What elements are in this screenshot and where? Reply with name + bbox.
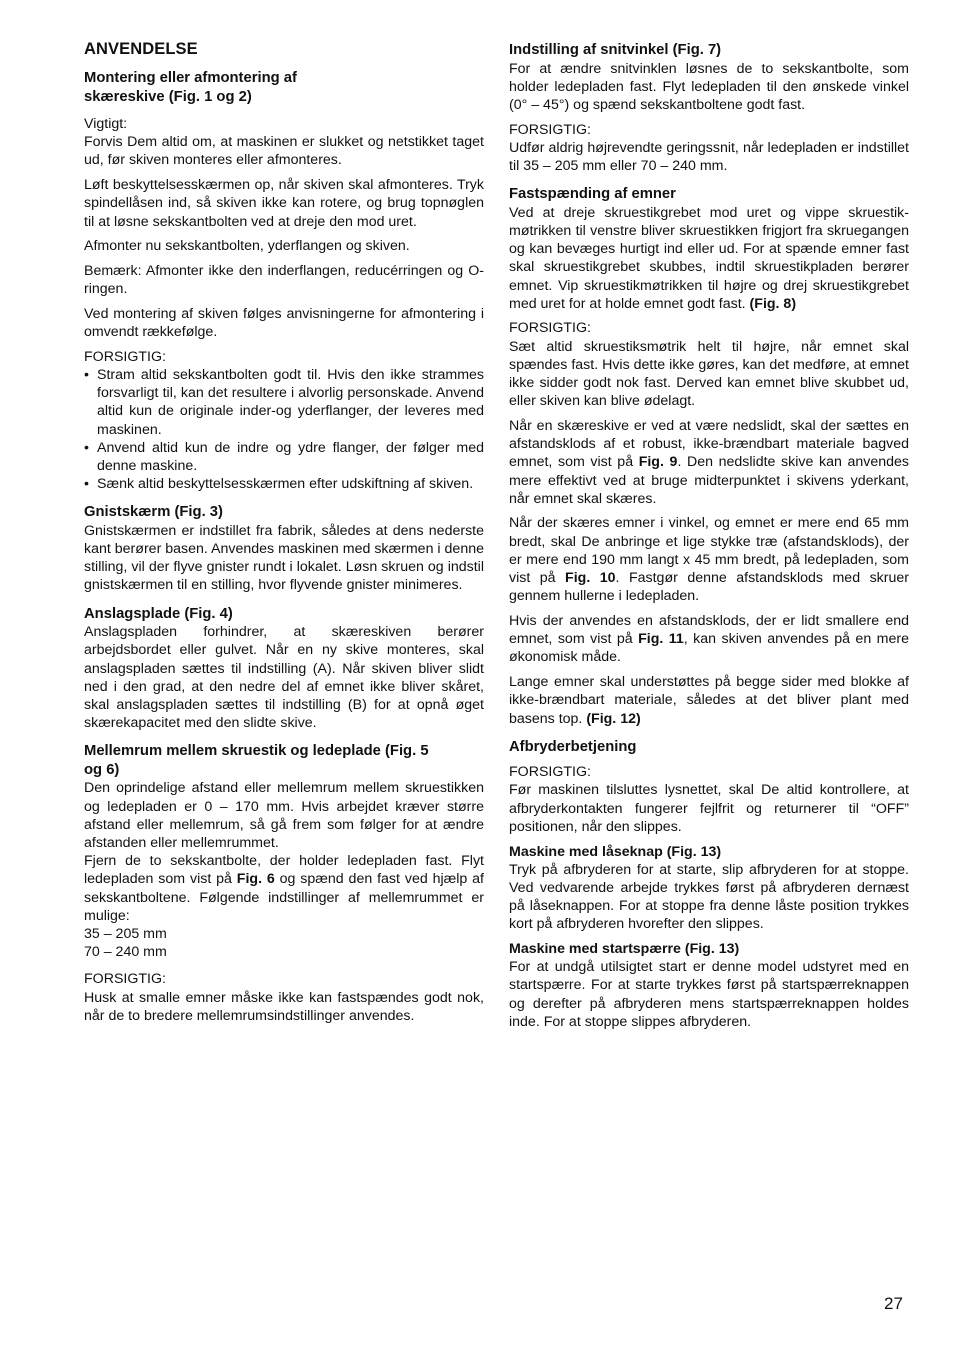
- section-stop-plate: [84, 605, 484, 733]
- section-title: ANVENDELSE: [84, 40, 198, 58]
- paragraph-note: Bemærk: Afmonter ikke den inderflangen, reducérringen og O-ringen.: [84, 262, 484, 298]
- caution-label: FORSIGTIG:: [509, 320, 591, 337]
- angle-cut-text: [509, 514, 909, 605]
- caution-list: [84, 366, 484, 493]
- caution-item: • Anvend altid kun de indre og ydre flanger, der følger med denne maskine.: [84, 439, 484, 475]
- important-label: Vigtigt:: [84, 116, 128, 132]
- section-mounting: [84, 69, 484, 493]
- text-run: Når en skæreskive er ved at være nedslidt, skal der sættes en afstandsklods af et robust, ikke-brændbart materiale bagved emnet, som vist på: [509, 417, 909, 471]
- section-vise-gap: [84, 742, 484, 1025]
- narrow-spacer-text: [509, 612, 909, 667]
- figure-reference: (Fig. 12): [586, 710, 641, 727]
- lock-off-text: For at undgå utilsigtet start er denne model udstyret med en startspærre. For at starte trykkes først på startspærreknappen og derefter på afbryderen mens startspærreknappen holdes inde. For at stoppe slippes afbryderen.: [509, 959, 909, 1030]
- heading-vise-gap: Mellemrum mellem skruestik og ledeplade (Fig. 5 og 6): [84, 743, 429, 778]
- paragraph-remove-bolt: Afmonter nu sekskantbolten, yderflangen og skiven.: [84, 238, 410, 255]
- figure-reference: Fig. 6: [236, 871, 275, 888]
- text-run: Ved at dreje skruestikgrebet mod uret og vippe skruestikmøtrikken til venstre bliver skruestikken frigjort fra skruegangen og kan bevæges hurtigt ind eller ud. For at spænde emner fast skal skruestikgrebet skubbes, indtil skruestikpladen berører emnet. Vip skruestikmøtrikken til højre og drej skruestikgrebet med uret for at holde emnet godt fast.: [509, 204, 909, 312]
- caution-text: Udfør aldrig højrevendte geringssnit, når ledepladen er indstillet til 35 – 205 mm eller 70 – 240 mm.: [509, 139, 909, 175]
- text-run: . Den nedslidte skive kan anvendes mere effektivt ved at bruge midterpunktet i skivens yderkant, når emnet skal skæres.: [509, 454, 909, 507]
- heading-lock-button: Maskine med låseknap (Fig. 13): [509, 843, 722, 860]
- text-run: , kan skiven anvendes på en mere økonomisk måde.: [509, 631, 909, 666]
- stop-plate-text: Anslagspladen forhindrer, at skæreskiven berører arbejdsbordet eller gulvet. Når en ny skive monteres, skal anslagspladen sættes til indstilling (A). Når skiven bliver slidt ned i den grad, at den nedre del af emnet ikke bliver skåret, skal anslagspladen sættes til indstilling (B) for at opnå øget skærekapacitet med den slidte skive.: [84, 624, 484, 732]
- heading-clamping: Fastspænding af emner: [509, 186, 676, 203]
- long-workpiece-text: [509, 673, 909, 728]
- section-spark-guard: [84, 503, 484, 594]
- caution-label: FORSIGTIG:: [509, 764, 591, 781]
- caution-text: Før maskinen tilsluttes lysnettet, skal De altid kontrollere, at afbryderkontakten fungerer fejlfrit og returnerer til “OFF” positionen, når den slippes.: [509, 782, 909, 835]
- section-cut-angle: [509, 41, 909, 175]
- vise-gap-steps: [84, 852, 484, 925]
- vise-gap-intro: Den oprindelige afstand eller mellemrum mellem skruestikken og ledepladen er 0 – 170 mm. Hvis arbejdet kræver større afstand eller mellemrum, så gå frem som følger for at ændre afstanden eller mellemrummet.: [84, 780, 484, 851]
- page-number: 27: [884, 1294, 903, 1313]
- text-run: . Fastgør denne afstandsklods med skruer gennem hullerne i ledepladen.: [509, 570, 909, 605]
- text-run: Hvis der anvendes en afstandsklods, der er lidt smallere end emnet, som vist på: [509, 612, 909, 648]
- left-column: [84, 38, 484, 1035]
- right-column: [509, 41, 909, 1031]
- cut-angle-text: For at ændre snitvinklen løsnes de to sekskantbolte, som holder ledepladen fast. Flyt ledepladen til den ønskede vinkel (0° – 45°) og spænd sekskantboltene godt fast.: [509, 60, 909, 113]
- spacer-block-text: [509, 417, 909, 508]
- section-clamping: [509, 185, 909, 727]
- important-text: Forvis Dem altid om, at maskinen er slukket og netstikket taget ud, før skiven monteres eller afmonteres.: [84, 134, 484, 169]
- heading-cut-angle: Indstilling af snitvinkel (Fig. 7): [509, 42, 722, 58]
- heading-mounting: Montering eller afmontering af skæreskive (Fig. 1 og 2): [84, 70, 297, 105]
- text-run: Når der skæres emner i vinkel, og emnet er mere end 65 mm bredt, skal De anbringe et lige stykke træ (afstandsklods), der er mere end 190 mm langt x 45 mm bredt, på ledepladen, som vist på: [509, 515, 909, 587]
- heading-lock-off: Maskine med startspærre (Fig. 13): [509, 941, 740, 958]
- caution-text: Husk at smalle emner måske ikke kan fastspændes godt nok, når de to bredere mellemrumsindstillinger anvendes.: [84, 989, 484, 1024]
- caution-item: • Sænk altid beskyttelsesskærmen efter udskiftning af skiven.: [84, 475, 484, 493]
- text-run: Lange emner skal understøttes på begge sider med blokke af ikke-brændbart materiale, således at det bliver plant med basens top.: [509, 674, 909, 727]
- caution-item: • Stram altid sekskantbolten godt til. Hvis den ikke strammes forsvarligt til, kan det resultere i alvorlig personskade. Anvend altid kun de originale inder-og yderflanger, der leveres med maskinen.: [84, 366, 484, 439]
- caution-label: FORSIGTIG:: [84, 971, 166, 988]
- caution-label: FORSIGTIG:: [509, 121, 591, 138]
- paragraph-remove-disc: Løft beskyttelsesskærmen op, når skiven skal afmonteres. Tryk spindellåsen ind, så skiven ikke kan rotere, og brug topnøglen til at løsne sekskantbolten ved at dreje den mod uret.: [84, 177, 484, 230]
- figure-reference: Fig. 10: [565, 570, 616, 587]
- lock-button-text: Tryk på afbryderen for at starte, slip afbryderen for at stoppe. Ved vedvarende arbejde trykkes først på afbryderen dernæst på låseknappen. For at stoppe fra denne låste position trykkes kort på afbryderen hvorefter den slippes.: [509, 861, 909, 933]
- spark-guard-text: Gnistskærmen er indstillet fra fabrik, således at dens nederste kant berører basen. Anvendes maskinen med skærmen i denne stilling, vil der flyve gnister rundt i lokalet. Løsn skruen og indstil gnistskærmen til en stilling, hvor flyvende gnister minimeres.: [84, 522, 484, 594]
- range-value: 70 – 240 mm: [84, 944, 167, 961]
- clamping-text: [509, 204, 909, 313]
- heading-stop-plate: Anslagsplade (Fig. 4): [84, 605, 233, 622]
- heading-spark-guard: Gnistskærm (Fig. 3): [84, 504, 223, 521]
- figure-reference: (Fig. 8): [749, 295, 797, 312]
- figure-reference: Fig. 11: [638, 631, 684, 648]
- caution-label: FORSIGTIG:: [84, 348, 166, 365]
- text-run: Fjern de to sekskantbolte, der holder ledepladen fast. Flyt ledepladen som vist på: [84, 853, 484, 888]
- range-value: 35 – 205 mm: [84, 926, 167, 943]
- text-run: og spænd den fast ved hjælp af sekskantboltene. Følgende indstillinger af mellemrummet er mulige:: [84, 871, 484, 924]
- section-switch: [509, 738, 909, 1031]
- figure-reference: Fig. 9: [638, 454, 678, 471]
- paragraph-reverse-order: Ved montering af skiven følges anvisningerne for afmontering i omvendt rækkefølge.: [84, 305, 484, 341]
- heading-switch: Afbryderbetjening: [509, 738, 637, 755]
- caution-text: Sæt altid skruestiksmøtrik helt til højre, når emnet skal spændes fast. Hvis dette ikke gøres, kan det medføre, at emnet ikke sidder godt nok fast. Derved kan emnet blive skubbet ud, eller skiven kan blive ødelagt.: [509, 338, 909, 410]
